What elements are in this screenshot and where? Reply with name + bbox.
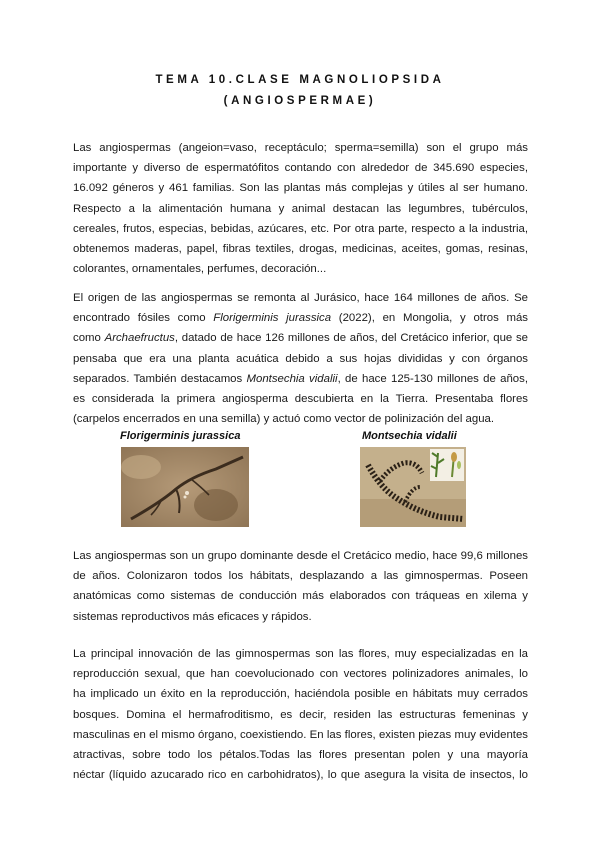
text-span: separados. También destacamos xyxy=(73,372,247,385)
text-line: reproducción sexual, que han coevolucionado con vectores polinizadores animales, lo xyxy=(73,668,528,681)
fossil-photo-florigerminis xyxy=(121,447,249,527)
text-line: de años. Colonizaron todos los hábitats, desplazando a las gimnospermas. Poseen xyxy=(73,570,528,583)
text-span: como xyxy=(73,332,105,345)
text-line: (carpelos encerrados en una semilla) y actuó como vector de polinización del agua. xyxy=(73,413,495,426)
text-line: Respecto a la alimentación humana y animal destacan las legumbres, tubérculos, xyxy=(73,202,528,215)
text-line: La principal innovación de las gimnospermas son las flores, muy especializadas en la xyxy=(73,648,528,660)
text-span: , de hace 125-130 millones de años, xyxy=(337,372,528,385)
figure-caption-montsechia: Montsechia vidalii xyxy=(362,430,457,442)
species-name: Archaefructus xyxy=(104,332,175,345)
text-line: masculinas en el mismo órgano, coexistiendo. En las flores, existen piezas muy evidentes xyxy=(73,728,528,741)
text-line xyxy=(73,328,528,348)
text-line: bosques. Domina el hermafroditismo, es decir, residen las estructuras femeninas y xyxy=(73,708,528,721)
paragraph-origin xyxy=(73,288,528,429)
text-line: sistemas reproductivos más eficaces y rápidos. xyxy=(73,610,312,623)
text-span: encontrado fósiles como xyxy=(73,312,214,325)
text-line: Las angiospermas (angeion=vaso, receptáculo; sperma=semilla) son el grupo más xyxy=(73,142,528,154)
species-name: Montsechia vidalii xyxy=(246,372,338,385)
paragraph-innovation xyxy=(73,644,528,785)
text-line: cereales, frutos, especias, bebidas, azúcares, etc. Por otra parte, respecto a la industria, xyxy=(73,222,528,235)
text-line xyxy=(73,369,528,389)
paragraph-dominance xyxy=(73,546,528,627)
text-span: (2022), en Mongolia, y otros más xyxy=(338,312,528,325)
species-name: Florigerminis jurassica xyxy=(213,312,332,325)
text-line: colorantes, ornamentales, perfumes, decoración... xyxy=(73,263,327,276)
document-title-line-1: TEMA 10.CLASE MAGNOLIOPSIDA xyxy=(155,74,445,86)
document-title-line-2: (ANGIOSPERMAE) xyxy=(223,95,377,107)
text-span: , datado de hace 126 millones de años, del Cretácico inferior, que se xyxy=(174,332,528,345)
text-line: pensaba que era una planta acuática debido a sus hojas divididas y con órganos xyxy=(73,352,528,365)
text-line: atractivas, sobre todo los pétalos.Todas las flores presentan polen y una mayoría xyxy=(73,748,528,761)
text-line: es considerada la primera angiosperma descubierta en la Tierra. Presentaba flores xyxy=(73,392,528,405)
text-line: importante y diverso de espermatófitos contando con alrededor de 345.690 especies, xyxy=(73,162,528,175)
figure-caption-florigerminis: Florigerminis jurassica xyxy=(120,430,241,442)
text-line: ha implicado un éxito en la reproducción, haciéndola posible en hábitats muy cerrados xyxy=(73,688,528,701)
text-line xyxy=(73,308,528,328)
text-line: obtenemos maderas, papel, fibras textiles, drogas, medicinas, aceites, gomas, resinas, xyxy=(73,242,528,255)
fossil-photo-montsechia xyxy=(360,447,466,527)
text-line: anatómicas como sistemas de conducción más elaborados con tráqueas en xilema y xyxy=(73,590,528,603)
text-line: El origen de las angiospermas se remonta al Jurásico, hace 164 millones de años. Se xyxy=(73,292,528,304)
text-line: 16.092 géneros y 461 familias. Son las plantas más complejas y útiles al ser humano. xyxy=(73,182,528,195)
text-line: Las angiospermas son un grupo dominante desde el Cretácico medio, hace 99,6 millones xyxy=(73,550,528,562)
text-line: néctar (líquido azucarado rico en carbohidratos), lo que asegura la visita de insectos, lo xyxy=(73,769,528,782)
paragraph-introduction xyxy=(73,138,528,279)
